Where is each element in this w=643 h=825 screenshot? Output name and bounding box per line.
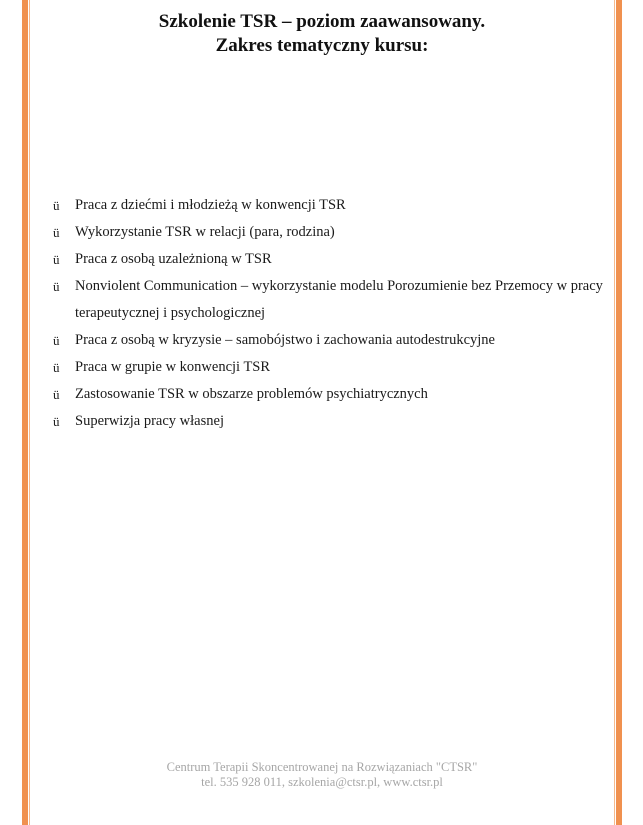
topic-text: Praca z dziećmi i młodzieżą w konwencji TSR [75, 197, 346, 213]
topic-item [50, 327, 610, 354]
check-bullet-icon: ü [53, 360, 60, 375]
check-bullet-icon: ü [53, 252, 60, 267]
topic-item [50, 219, 610, 246]
topic-item [50, 408, 610, 435]
document-title: Szkolenie TSR – poziom zaawansowany. [158, 11, 486, 32]
topic-item [50, 246, 610, 273]
topic-text: Praca z osobą w kryzysie – samobójstwo i zachowania autodestrukcyjne [75, 332, 495, 348]
topic-text: Zastosowanie TSR w obszarze problemów psychiatrycznych [75, 386, 428, 402]
right-orange-border-inner [614, 0, 615, 825]
check-bullet-icon: ü [53, 414, 60, 429]
topic-text: Praca w grupie w konwencji TSR [75, 359, 271, 375]
topic-item [50, 273, 610, 327]
check-bullet-icon: ü [53, 279, 60, 294]
footer-organization: Centrum Terapii Skoncentrowanej na Rozwiązaniach "CTSR" [166, 760, 478, 774]
topic-item [50, 192, 610, 219]
left-orange-border-inner [29, 0, 30, 825]
check-bullet-icon: ü [53, 387, 60, 402]
topic-item [50, 354, 610, 381]
check-bullet-icon: ü [53, 225, 60, 240]
right-orange-border [616, 0, 622, 825]
left-orange-border [22, 0, 28, 825]
topic-item [50, 381, 610, 408]
topic-text: Praca z osobą uzależnioną w TSR [75, 251, 272, 267]
document-subtitle: Zakres tematyczny kursu: [215, 35, 429, 56]
check-bullet-icon: ü [53, 333, 60, 348]
check-bullet-icon: ü [53, 198, 60, 213]
topic-text: Wykorzystanie TSR w relacji (para, rodzina) [75, 224, 335, 240]
topic-list [50, 192, 610, 435]
topic-text: Superwizja pracy własnej [75, 413, 224, 429]
footer-contact: tel. 535 928 011, szkolenia@ctsr.pl, www.ctsr.pl [201, 775, 443, 789]
topic-text: Nonviolent Communication – wykorzystanie modelu Porozumienie bez Przemocy w pracy terapeutycznej i psychologicznej [75, 278, 603, 321]
